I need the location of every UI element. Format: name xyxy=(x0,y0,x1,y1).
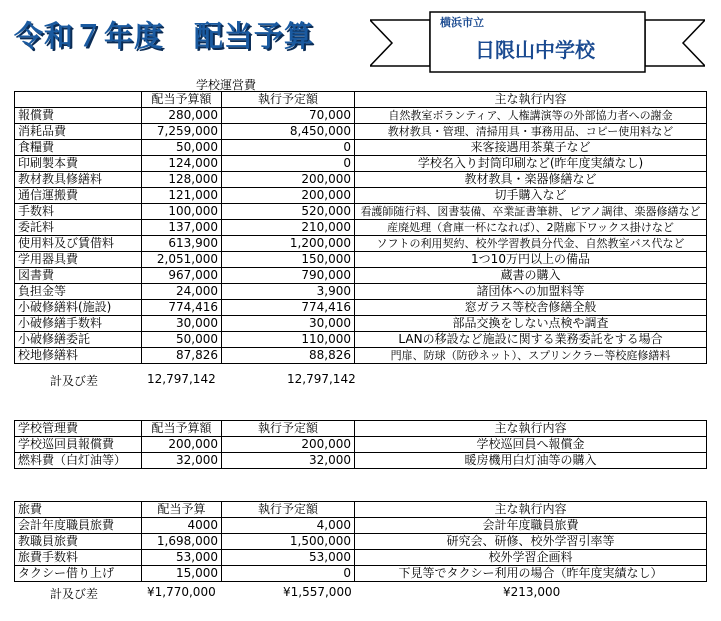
budget-amount: 24,000 xyxy=(142,284,222,300)
description: 蔵書の購入 xyxy=(355,268,707,284)
item-name: 小破修繕委託 xyxy=(15,332,142,348)
description: 校外学習企画料 xyxy=(355,550,707,566)
planned-amount: 1,500,000 xyxy=(222,534,355,550)
table-row xyxy=(15,188,707,204)
table-row xyxy=(15,348,707,364)
column-header: 執行予定額 xyxy=(222,92,355,108)
description: 自然教室ボランティア、人権講演等の外部協力者への謝金 xyxy=(355,108,707,124)
table-row xyxy=(15,284,707,300)
item-name: 校地修繕料 xyxy=(15,348,142,364)
header-row xyxy=(15,421,707,437)
description: 諸団体への加盟料等 xyxy=(355,284,707,300)
description: 切手購入など xyxy=(355,188,707,204)
planned-amount: 0 xyxy=(222,156,355,172)
column-header: 配当予算 xyxy=(142,502,222,518)
budget-amount: 30,000 xyxy=(142,316,222,332)
column-header: 学校管理費 xyxy=(15,421,142,437)
column-header: 主な執行内容 xyxy=(355,502,707,518)
table-row xyxy=(15,252,707,268)
budget-amount: 15,000 xyxy=(142,566,222,582)
page-title: 令和７年度 配当予算 xyxy=(14,19,315,53)
planned-amount: 150,000 xyxy=(222,252,355,268)
description: 産廃処理（倉庫一杯になれば）、2階廊下ワックス掛けなど xyxy=(355,220,707,236)
description: 研究会、研修、校外学習引率等 xyxy=(355,534,707,550)
operations-total-planned: 12,797,142 xyxy=(287,372,356,386)
travel-table xyxy=(14,501,707,582)
planned-amount: 8,450,000 xyxy=(222,124,355,140)
budget-amount: 124,000 xyxy=(142,156,222,172)
planned-amount: 4,000 xyxy=(222,518,355,534)
item-name: 委託料 xyxy=(15,220,142,236)
description: 会計年度職員旅費 xyxy=(355,518,707,534)
planned-amount: 210,000 xyxy=(222,220,355,236)
description: 窓ガラス等校舎修繕全般 xyxy=(355,300,707,316)
planned-amount: 88,826 xyxy=(222,348,355,364)
column-header: 執行予定額 xyxy=(222,502,355,518)
table-row xyxy=(15,518,707,534)
table-row xyxy=(15,268,707,284)
management-table xyxy=(14,420,707,469)
description: 門扉、防球（防砂ネット）、スプリンクラー等校庭修繕料 xyxy=(355,348,707,364)
budget-amount: 128,000 xyxy=(142,172,222,188)
budget-amount: 32,000 xyxy=(142,453,222,469)
table-row xyxy=(15,437,707,453)
description: LANの移設など施設に関する業務委託をする場合 xyxy=(355,332,707,348)
planned-amount: 30,000 xyxy=(222,316,355,332)
table-row xyxy=(15,453,707,469)
planned-amount: 0 xyxy=(222,140,355,156)
description: 部品交換をしない点検や調査 xyxy=(355,316,707,332)
planned-amount: 520,000 xyxy=(222,204,355,220)
planned-amount: 53,000 xyxy=(222,550,355,566)
column-header: 主な執行内容 xyxy=(355,92,707,108)
item-name: 報償費 xyxy=(15,108,142,124)
planned-amount: 0 xyxy=(222,566,355,582)
header-row xyxy=(15,92,707,108)
column-header xyxy=(15,92,142,108)
table-row xyxy=(15,172,707,188)
table-row xyxy=(15,534,707,550)
column-header: 配当予算額 xyxy=(142,92,222,108)
budget-amount: 50,000 xyxy=(142,140,222,156)
planned-amount: 3,900 xyxy=(222,284,355,300)
item-name: 負担金等 xyxy=(15,284,142,300)
description: 看護師随行料、図書装備、卒業証書筆耕、ピアノ調律、楽器修繕など xyxy=(355,204,707,220)
header-row xyxy=(15,502,707,518)
item-name: タクシー借り上げ xyxy=(15,566,142,582)
description: 学校巡回員へ報償金 xyxy=(355,437,707,453)
budget-amount: 1,698,000 xyxy=(142,534,222,550)
table-row xyxy=(15,566,707,582)
travel-total-label: 計及び差 xyxy=(50,587,99,601)
budget-amount: 87,826 xyxy=(142,348,222,364)
budget-amount: 50,000 xyxy=(142,332,222,348)
planned-amount: 790,000 xyxy=(222,268,355,284)
item-name: 教材教具修繕料 xyxy=(15,172,142,188)
item-name: 小破修繕手数料 xyxy=(15,316,142,332)
item-name: 印刷製本費 xyxy=(15,156,142,172)
item-name: 小破修繕料(施設) xyxy=(15,300,142,316)
planned-amount: 32,000 xyxy=(222,453,355,469)
item-name: 燃料費（白灯油等） xyxy=(15,453,142,469)
budget-amount: 967,000 xyxy=(142,268,222,284)
travel-total-budget: ¥1,770,000 xyxy=(147,585,216,599)
table-row xyxy=(15,332,707,348)
budget-amount: 280,000 xyxy=(142,108,222,124)
column-header: 主な執行内容 xyxy=(355,421,707,437)
item-name: 消耗品費 xyxy=(15,124,142,140)
description: 1つ10万円以上の備品 xyxy=(355,252,707,268)
column-header: 執行予定額 xyxy=(222,421,355,437)
planned-amount: 110,000 xyxy=(222,332,355,348)
budget-amount: 2,051,000 xyxy=(142,252,222,268)
operations-caption: 学校運営費 xyxy=(196,78,257,92)
budget-amount: 4000 xyxy=(142,518,222,534)
description: 教材教具・管理、清掃用具・事務用品、コピー使用料など xyxy=(355,124,707,140)
description: 下見等でタクシー利用の場合（昨年度実績なし） xyxy=(355,566,707,582)
description: 教材教具・楽器修繕など xyxy=(355,172,707,188)
table-row xyxy=(15,156,707,172)
table-row xyxy=(15,204,707,220)
travel-total-planned: ¥1,557,000 xyxy=(283,585,352,599)
item-name: 学校巡回員報償費 xyxy=(15,437,142,453)
item-name: 食糧費 xyxy=(15,140,142,156)
budget-amount: 774,416 xyxy=(142,300,222,316)
city-label: 横浜市立 xyxy=(440,16,484,29)
table-row xyxy=(15,220,707,236)
planned-amount: 774,416 xyxy=(222,300,355,316)
table-row xyxy=(15,236,707,252)
budget-amount: 137,000 xyxy=(142,220,222,236)
table-row xyxy=(15,140,707,156)
item-name: 学用器具費 xyxy=(15,252,142,268)
operations-table xyxy=(14,91,707,364)
table-row xyxy=(15,108,707,124)
column-header: 配当予算額 xyxy=(142,421,222,437)
budget-amount: 200,000 xyxy=(142,437,222,453)
table-row xyxy=(15,316,707,332)
operations-total-label: 計及び差 xyxy=(50,374,99,388)
budget-amount: 121,000 xyxy=(142,188,222,204)
operations-total-budget: 12,797,142 xyxy=(147,372,216,386)
description: 学校名入り封筒印刷など(昨年度実績なし) xyxy=(355,156,707,172)
column-header: 旅費 xyxy=(15,502,142,518)
item-name: 通信運搬費 xyxy=(15,188,142,204)
planned-amount: 70,000 xyxy=(222,108,355,124)
description: 来客接遇用茶菓子など xyxy=(355,140,707,156)
travel-total-diff: ¥213,000 xyxy=(503,585,561,599)
description: ソフトの利用契約、校外学習教員分代金、自然教室バス代など xyxy=(355,236,707,252)
school-name: 日限山中学校 xyxy=(475,38,595,62)
item-name: 教職員旅費 xyxy=(15,534,142,550)
item-name: 旅費手数料 xyxy=(15,550,142,566)
item-name: 会計年度職員旅費 xyxy=(15,518,142,534)
planned-amount: 200,000 xyxy=(222,188,355,204)
budget-amount: 100,000 xyxy=(142,204,222,220)
planned-amount: 200,000 xyxy=(222,437,355,453)
item-name: 図書費 xyxy=(15,268,142,284)
table-row xyxy=(15,124,707,140)
table-row xyxy=(15,550,707,566)
item-name: 使用料及び賃借料 xyxy=(15,236,142,252)
budget-amount: 613,900 xyxy=(142,236,222,252)
planned-amount: 200,000 xyxy=(222,172,355,188)
budget-amount: 53,000 xyxy=(142,550,222,566)
budget-amount: 7,259,000 xyxy=(142,124,222,140)
item-name: 手数料 xyxy=(15,204,142,220)
table-row xyxy=(15,300,707,316)
planned-amount: 1,200,000 xyxy=(222,236,355,252)
description: 暖房機用白灯油等の購入 xyxy=(355,453,707,469)
